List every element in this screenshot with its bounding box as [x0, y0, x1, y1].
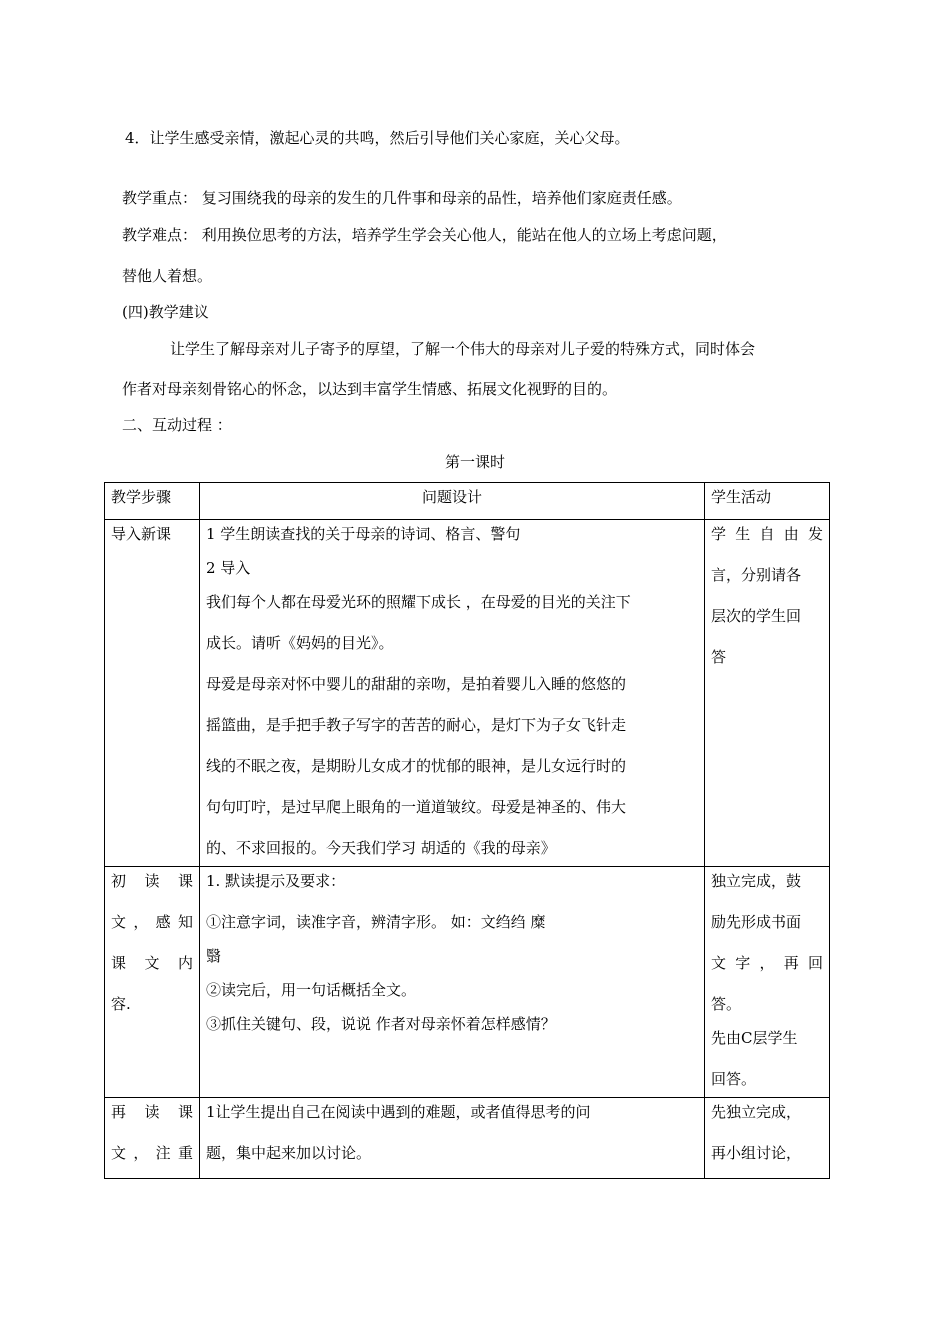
key-point: 教学重点： 复习围绕我的母亲的发生的几件事和母亲的品性，培养他们家庭责任感。 — [122, 189, 682, 207]
header-activity: 学生活动 — [705, 483, 830, 520]
activity-line: 言，分别请各 — [711, 566, 802, 584]
design-line: 1让学生提出自己在阅读中遇到的难题，或者值得思考的问 — [206, 1103, 591, 1121]
design-line: 句句叮咛，是过早爬上眼角的一道道皱纹。母爱是神圣的、伟大 — [206, 798, 627, 816]
step-text: 文，注重 — [111, 1144, 193, 1162]
lesson-table — [104, 482, 830, 1179]
activity-line: 励先形成书面 — [711, 913, 802, 931]
activity-cell — [705, 520, 830, 867]
design-line: 翳 — [206, 947, 222, 965]
activity-line: 答。 — [711, 995, 742, 1013]
section-2-heading: 二、互动过程 ： — [122, 416, 232, 434]
activity-line: 再小组讨论， — [711, 1144, 802, 1162]
activity-line: 学生自由发 — [711, 525, 823, 543]
step-cell — [105, 1098, 200, 1179]
table-row — [105, 867, 830, 1098]
activity-line: 答 — [711, 648, 727, 666]
difficulty-line-1: 教学难点： 利用换位思考的方法，培养学生学会关心他人，能站在他人的立场上考虑问题， — [122, 226, 727, 244]
activity-cell — [705, 867, 830, 1098]
design-line: 2 导入 — [206, 559, 251, 577]
table-row — [105, 520, 830, 867]
design-line: 题，集中起来加以讨论。 — [206, 1144, 372, 1162]
design-line: 线的不眠之夜，是期盼儿女成才的忧郁的眼神，是儿女远行时的 — [206, 757, 627, 775]
activity-line: 独立完成，鼓 — [711, 872, 802, 890]
step-text: 文，感知 — [111, 913, 193, 931]
design-cell — [200, 1098, 705, 1179]
activity-cell — [705, 1098, 830, 1179]
design-line: 摇篮曲，是手把手教子写字的苦苦的耐心，是灯下为子女飞针走 — [206, 716, 627, 734]
difficulty-line-2: 替他人着想。 — [122, 267, 213, 285]
design-line: 我们每个人都在母爱光环的照耀下成长 ，在母爱的目光的关注下 — [206, 593, 631, 611]
step-cell — [105, 867, 200, 1098]
activity-line: 层次的学生回 — [711, 607, 802, 625]
header-design: 问题设计 — [200, 483, 705, 520]
activity-line: 文字，再回 — [711, 954, 823, 972]
design-line: ①注意字词，读准字音，辨清字形。 如：文绉绉 糜 — [206, 913, 546, 931]
activity-line: 先由C层学生 — [711, 1029, 798, 1047]
activity-line: 先独立完成， — [711, 1103, 802, 1121]
design-line: ③抓住关键句、段，说说 作者对母亲怀着怎样感情？ — [206, 1015, 556, 1033]
table-header-row — [105, 483, 830, 520]
design-line: ②读完后，用一句话概括全文。 — [206, 981, 417, 999]
design-cell — [200, 520, 705, 867]
step-text: 再读课 — [111, 1103, 193, 1121]
step-text: 初读课 — [111, 872, 193, 890]
step-text: 导入新课 — [111, 525, 172, 543]
suggest-line-1: 让学生了解母亲对儿子寄予的厚望，了解一个伟大的母亲对儿子爱的特殊方式，同时体会 — [170, 340, 756, 358]
design-line: 母爱是母亲对怀中婴儿的甜甜的亲吻，是拍着婴儿入睡的悠悠的 — [206, 675, 627, 693]
table-caption: 第一课时 — [444, 453, 505, 471]
activity-line: 回答。 — [711, 1070, 757, 1088]
suggest-title: (四)教学建议 — [122, 303, 209, 321]
goal-4: 4．让学生感受亲情，激起心灵的共鸣，然后引导他们关心家庭，关心父母。 — [125, 129, 630, 147]
header-step: 教学步骤 — [105, 483, 200, 520]
step-text: 课文内 — [111, 954, 193, 972]
design-line: 成长。请听《妈妈的目光》。 — [206, 634, 394, 652]
design-cell — [200, 867, 705, 1098]
step-text: 容. — [111, 995, 131, 1013]
design-line: 1 学生朗读查找的关于母亲的诗词、格言、警句 — [206, 525, 521, 543]
design-line: 的、不求回报的。今天我们学习 胡适的《我的母亲》 — [206, 839, 556, 857]
table-row — [105, 1098, 830, 1179]
design-line: 1. 默读提示及要求： — [206, 872, 346, 890]
suggest-line-2: 作者对母亲刻骨铭心的怀念，以达到丰富学生情感、拓展文化视野的目的。 — [122, 380, 618, 398]
step-cell — [105, 520, 200, 867]
